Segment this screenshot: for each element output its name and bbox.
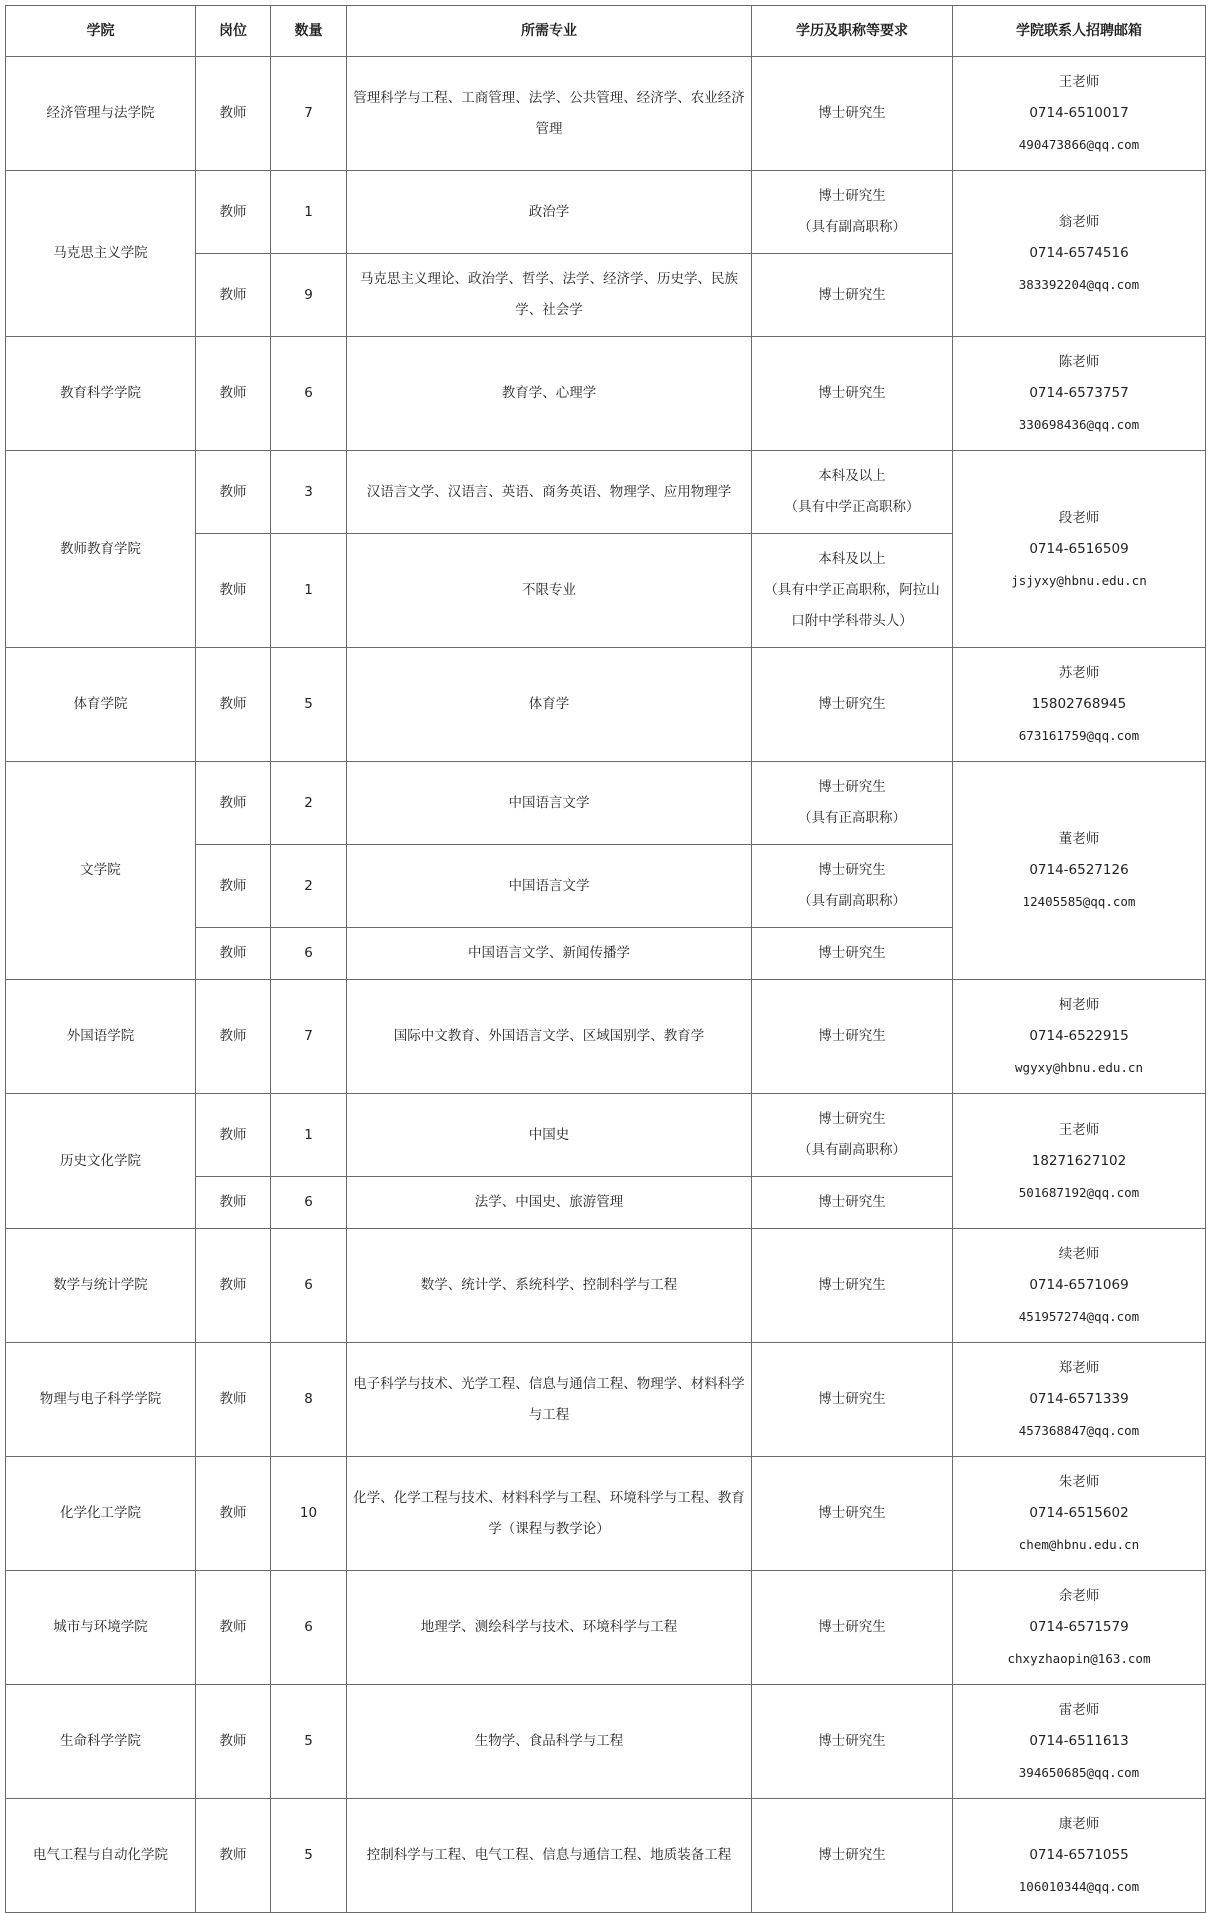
- education-cell: [752, 1177, 953, 1229]
- position-cell: 教师: [196, 762, 271, 845]
- contact-name: 董老师: [1058, 831, 1100, 847]
- college-cell: 数学与统计学院: [6, 1229, 196, 1343]
- position-cell: 教师: [196, 1799, 271, 1913]
- contact-phone: 18271627102: [1031, 1152, 1127, 1169]
- contact-name: 陈老师: [1058, 354, 1100, 370]
- education-cell: [752, 1571, 953, 1685]
- contact-email: 501687192@qq.com: [1018, 1184, 1140, 1200]
- contact-name: 康老师: [1058, 1816, 1100, 1832]
- position-cell: 教师: [196, 171, 271, 254]
- education-cell: [752, 57, 953, 171]
- contact-cell: [953, 1685, 1206, 1799]
- contact-email: 490473866@qq.com: [1018, 137, 1140, 152]
- contact-cell: [953, 1457, 1206, 1571]
- contact-cell: [953, 980, 1206, 1094]
- contact-phone: 0714-6515602: [1029, 1505, 1129, 1521]
- education-degree: 博士研究生: [818, 1028, 886, 1044]
- education-cell: [752, 254, 953, 337]
- college-cell: 化学化工学院: [6, 1457, 196, 1571]
- position-cell: 教师: [196, 1457, 271, 1571]
- count-cell: 5: [271, 1799, 347, 1913]
- major-cell: 化学、化学工程与技术、材料科学与工程、环境科学与工程、教育学（课程与教学论）: [347, 1457, 752, 1571]
- education-degree: 本科及以上: [818, 551, 886, 567]
- position-cell: 教师: [196, 451, 271, 534]
- major-cell: 汉语言文学、汉语言、英语、商务英语、物理学、应用物理学: [347, 451, 752, 534]
- college-cell: 物理与电子科学学院: [6, 1343, 196, 1457]
- header-major: 所需专业: [347, 6, 752, 57]
- count-cell: 6: [271, 337, 347, 451]
- contact-phone: 0714-6574516: [1029, 245, 1129, 261]
- education-cell: [752, 762, 953, 845]
- college-cell: 电气工程与自动化学院: [6, 1799, 196, 1913]
- education-title: （具有中学正高职称，阿拉山口附中学科带头人）: [764, 582, 940, 629]
- major-cell: 体育学: [347, 648, 752, 762]
- table-row: [6, 1571, 1206, 1685]
- education-cell: [752, 1685, 953, 1799]
- contact-name: 苏老师: [1058, 665, 1100, 681]
- contact-cell: [953, 1571, 1206, 1685]
- college-cell: 教育科学学院: [6, 337, 196, 451]
- contact-cell: [953, 1343, 1206, 1457]
- college-cell: 马克思主义学院: [6, 171, 196, 337]
- count-cell: 7: [271, 57, 347, 171]
- education-cell: [752, 171, 953, 254]
- table-row: [6, 1343, 1206, 1457]
- education-cell: [752, 1799, 953, 1913]
- count-cell: 1: [271, 1094, 347, 1177]
- major-cell: 生物学、食品科学与工程: [347, 1685, 752, 1799]
- contact-cell: [953, 171, 1206, 337]
- education-degree: 博士研究生: [818, 1391, 886, 1407]
- contact-cell: [953, 337, 1206, 451]
- college-cell: 历史文化学院: [6, 1094, 196, 1229]
- position-cell: 教师: [196, 1571, 271, 1685]
- education-cell: [752, 928, 953, 980]
- count-cell: 8: [271, 1343, 347, 1457]
- contact-phone: 0714-6527126: [1029, 862, 1129, 878]
- contact-cell: [953, 1799, 1206, 1913]
- college-cell: 文学院: [6, 762, 196, 980]
- major-cell: 中国史: [347, 1094, 752, 1177]
- education-title: （具有中学正高职称）: [784, 499, 920, 515]
- college-cell: 教师教育学院: [6, 451, 196, 648]
- position-cell: 教师: [196, 1094, 271, 1177]
- major-cell: 电子科学与技术、光学工程、信息与通信工程、物理学、材料科学与工程: [347, 1343, 752, 1457]
- education-degree: 博士研究生: [818, 779, 886, 795]
- contact-email: 106010344@qq.com: [1018, 1879, 1140, 1894]
- count-cell: 1: [271, 534, 347, 648]
- education-degree: 博士研究生: [818, 1733, 886, 1749]
- education-cell: [752, 451, 953, 534]
- education-degree: 博士研究生: [818, 1277, 886, 1293]
- header-count: 数量: [271, 6, 347, 57]
- major-cell: 国际中文教育、外国语言文学、区域国别学、教育学: [347, 980, 752, 1094]
- major-cell: 控制科学与工程、电气工程、信息与通信工程、地质装备工程: [347, 1799, 752, 1913]
- contact-phone: 0714-6571579: [1029, 1619, 1129, 1635]
- contact-phone: 0714-6571339: [1029, 1391, 1129, 1407]
- count-cell: 5: [271, 1685, 347, 1799]
- position-cell: 教师: [196, 337, 271, 451]
- education-title: （具有副高职称）: [798, 219, 906, 235]
- table-row: [6, 1094, 1206, 1177]
- contact-name: 翁老师: [1058, 214, 1100, 230]
- contact-phone: 15802768945: [1031, 696, 1127, 712]
- education-title: （具有副高职称）: [798, 1142, 906, 1158]
- contact-email: jsjyxy@hbnu.edu.cn: [1011, 572, 1147, 588]
- header-position: 岗位: [196, 6, 271, 57]
- education-degree: 博士研究生: [818, 385, 886, 401]
- table-row: [6, 648, 1206, 762]
- contact-name: 段老师: [1058, 509, 1100, 526]
- contact-name: 王老师: [1058, 1121, 1100, 1138]
- contact-phone: 0714-6510017: [1029, 105, 1129, 121]
- major-cell: 地理学、测绘科学与技术、环境科学与工程: [347, 1571, 752, 1685]
- college-cell: 城市与环境学院: [6, 1571, 196, 1685]
- education-cell: [752, 648, 953, 762]
- count-cell: 2: [271, 845, 347, 928]
- education-cell: [752, 534, 953, 648]
- contact-phone: 0714-6571055: [1029, 1847, 1129, 1863]
- table-row: [6, 1457, 1206, 1571]
- education-cell: [752, 1457, 953, 1571]
- education-degree: 博士研究生: [818, 286, 886, 303]
- count-cell: 2: [271, 762, 347, 845]
- education-degree: 博士研究生: [818, 1505, 886, 1521]
- table-row: [6, 1799, 1206, 1913]
- contact-name: 郑老师: [1058, 1360, 1100, 1376]
- contact-email: 383392204@qq.com: [1018, 277, 1140, 292]
- position-cell: 教师: [196, 534, 271, 648]
- contact-phone: 0714-6516509: [1029, 540, 1129, 557]
- contact-name: 续老师: [1058, 1246, 1100, 1262]
- position-cell: 教师: [196, 980, 271, 1094]
- college-cell: 经济管理与法学院: [6, 57, 196, 171]
- contact-phone: 0714-6511613: [1029, 1733, 1129, 1749]
- contact-name: 雷老师: [1058, 1702, 1100, 1718]
- count-cell: 1: [271, 171, 347, 254]
- education-cell: [752, 1229, 953, 1343]
- major-cell: 管理科学与工程、工商管理、法学、公共管理、经济学、农业经济管理: [347, 57, 752, 171]
- education-degree: 博士研究生: [818, 1194, 886, 1210]
- position-cell: 教师: [196, 57, 271, 171]
- position-cell: 教师: [196, 648, 271, 762]
- contact-email: 330698436@qq.com: [1018, 417, 1140, 432]
- major-cell: 教育学、心理学: [347, 337, 752, 451]
- position-cell: 教师: [196, 1229, 271, 1343]
- education-title: （具有副高职称）: [798, 893, 906, 909]
- education-degree: 博士研究生: [818, 945, 886, 961]
- contact-cell: [953, 451, 1206, 648]
- contact-name: 柯老师: [1058, 997, 1100, 1013]
- college-cell: 体育学院: [6, 648, 196, 762]
- position-cell: 教师: [196, 1685, 271, 1799]
- contact-email: chxyzhaopin@163.com: [1007, 1651, 1151, 1666]
- major-cell: 政治学: [347, 171, 752, 254]
- contact-email: chem@hbnu.edu.cn: [1018, 1537, 1140, 1552]
- contact-cell: [953, 648, 1206, 762]
- count-cell: 3: [271, 451, 347, 534]
- position-cell: 教师: [196, 928, 271, 980]
- contact-email: wgyxy@hbnu.edu.cn: [1015, 1060, 1143, 1075]
- table-row: [6, 762, 1206, 845]
- major-cell: 中国语言文学、新闻传播学: [347, 928, 752, 980]
- major-cell: 马克思主义理论、政治学、哲学、法学、经济学、历史学、民族学、社会学: [347, 254, 752, 337]
- education-degree: 博士研究生: [818, 1619, 886, 1635]
- college-cell: 生命科学学院: [6, 1685, 196, 1799]
- contact-cell: [953, 1094, 1206, 1229]
- recruitment-table: [5, 5, 1206, 1913]
- contact-phone: 0714-6571069: [1029, 1277, 1129, 1293]
- header-row: [6, 6, 1206, 57]
- contact-name: 王老师: [1058, 74, 1100, 90]
- contact-email: 457368847@qq.com: [1018, 1423, 1140, 1438]
- table-row: [6, 57, 1206, 171]
- header-contact: 学院联系人招聘邮箱: [953, 6, 1206, 57]
- education-degree: 博士研究生: [818, 862, 886, 878]
- education-title: （具有正高职称）: [798, 810, 906, 826]
- position-cell: 教师: [196, 254, 271, 337]
- contact-cell: [953, 762, 1206, 980]
- contact-cell: [953, 1229, 1206, 1343]
- education-cell: [752, 845, 953, 928]
- contact-phone: 0714-6573757: [1029, 385, 1129, 401]
- contact-name: 余老师: [1058, 1588, 1100, 1604]
- education-cell: [752, 1343, 953, 1457]
- count-cell: 6: [271, 1571, 347, 1685]
- position-cell: 教师: [196, 1177, 271, 1229]
- count-cell: 7: [271, 980, 347, 1094]
- table-row: [6, 980, 1206, 1094]
- education-degree: 博士研究生: [818, 105, 886, 121]
- major-cell: 不限专业: [347, 534, 752, 648]
- table-row: [6, 1229, 1206, 1343]
- contact-phone: 0714-6522915: [1029, 1028, 1129, 1044]
- major-cell: 法学、中国史、旅游管理: [347, 1177, 752, 1229]
- count-cell: 10: [271, 1457, 347, 1571]
- contact-email: 673161759@qq.com: [1018, 728, 1140, 743]
- education-degree: 博士研究生: [818, 696, 886, 712]
- table-row: [6, 171, 1206, 254]
- table-row: [6, 337, 1206, 451]
- contact-cell: [953, 57, 1206, 171]
- position-cell: 教师: [196, 845, 271, 928]
- count-cell: 6: [271, 1229, 347, 1343]
- education-degree: 博士研究生: [818, 1847, 886, 1863]
- count-cell: 9: [271, 254, 347, 337]
- college-cell: 外国语学院: [6, 980, 196, 1094]
- header-education: 学历及职称等要求: [752, 6, 953, 57]
- contact-email: 12405585@qq.com: [1022, 894, 1136, 909]
- education-cell: [752, 980, 953, 1094]
- education-cell: [752, 337, 953, 451]
- contact-email: 394650685@qq.com: [1018, 1765, 1140, 1780]
- count-cell: 6: [271, 928, 347, 980]
- education-degree: 本科及以上: [818, 468, 886, 484]
- count-cell: 5: [271, 648, 347, 762]
- table-row: [6, 1685, 1206, 1799]
- education-degree: 博士研究生: [818, 1111, 886, 1127]
- position-cell: 教师: [196, 1343, 271, 1457]
- education-cell: [752, 1094, 953, 1177]
- contact-name: 朱老师: [1058, 1474, 1100, 1490]
- education-degree: 博士研究生: [818, 188, 886, 204]
- header-college: 学院: [6, 6, 196, 57]
- contact-email: 451957274@qq.com: [1018, 1309, 1140, 1324]
- major-cell: 中国语言文学: [347, 845, 752, 928]
- major-cell: 中国语言文学: [347, 762, 752, 845]
- table-row: [6, 451, 1206, 534]
- count-cell: 6: [271, 1177, 347, 1229]
- major-cell: 数学、统计学、系统科学、控制科学与工程: [347, 1229, 752, 1343]
